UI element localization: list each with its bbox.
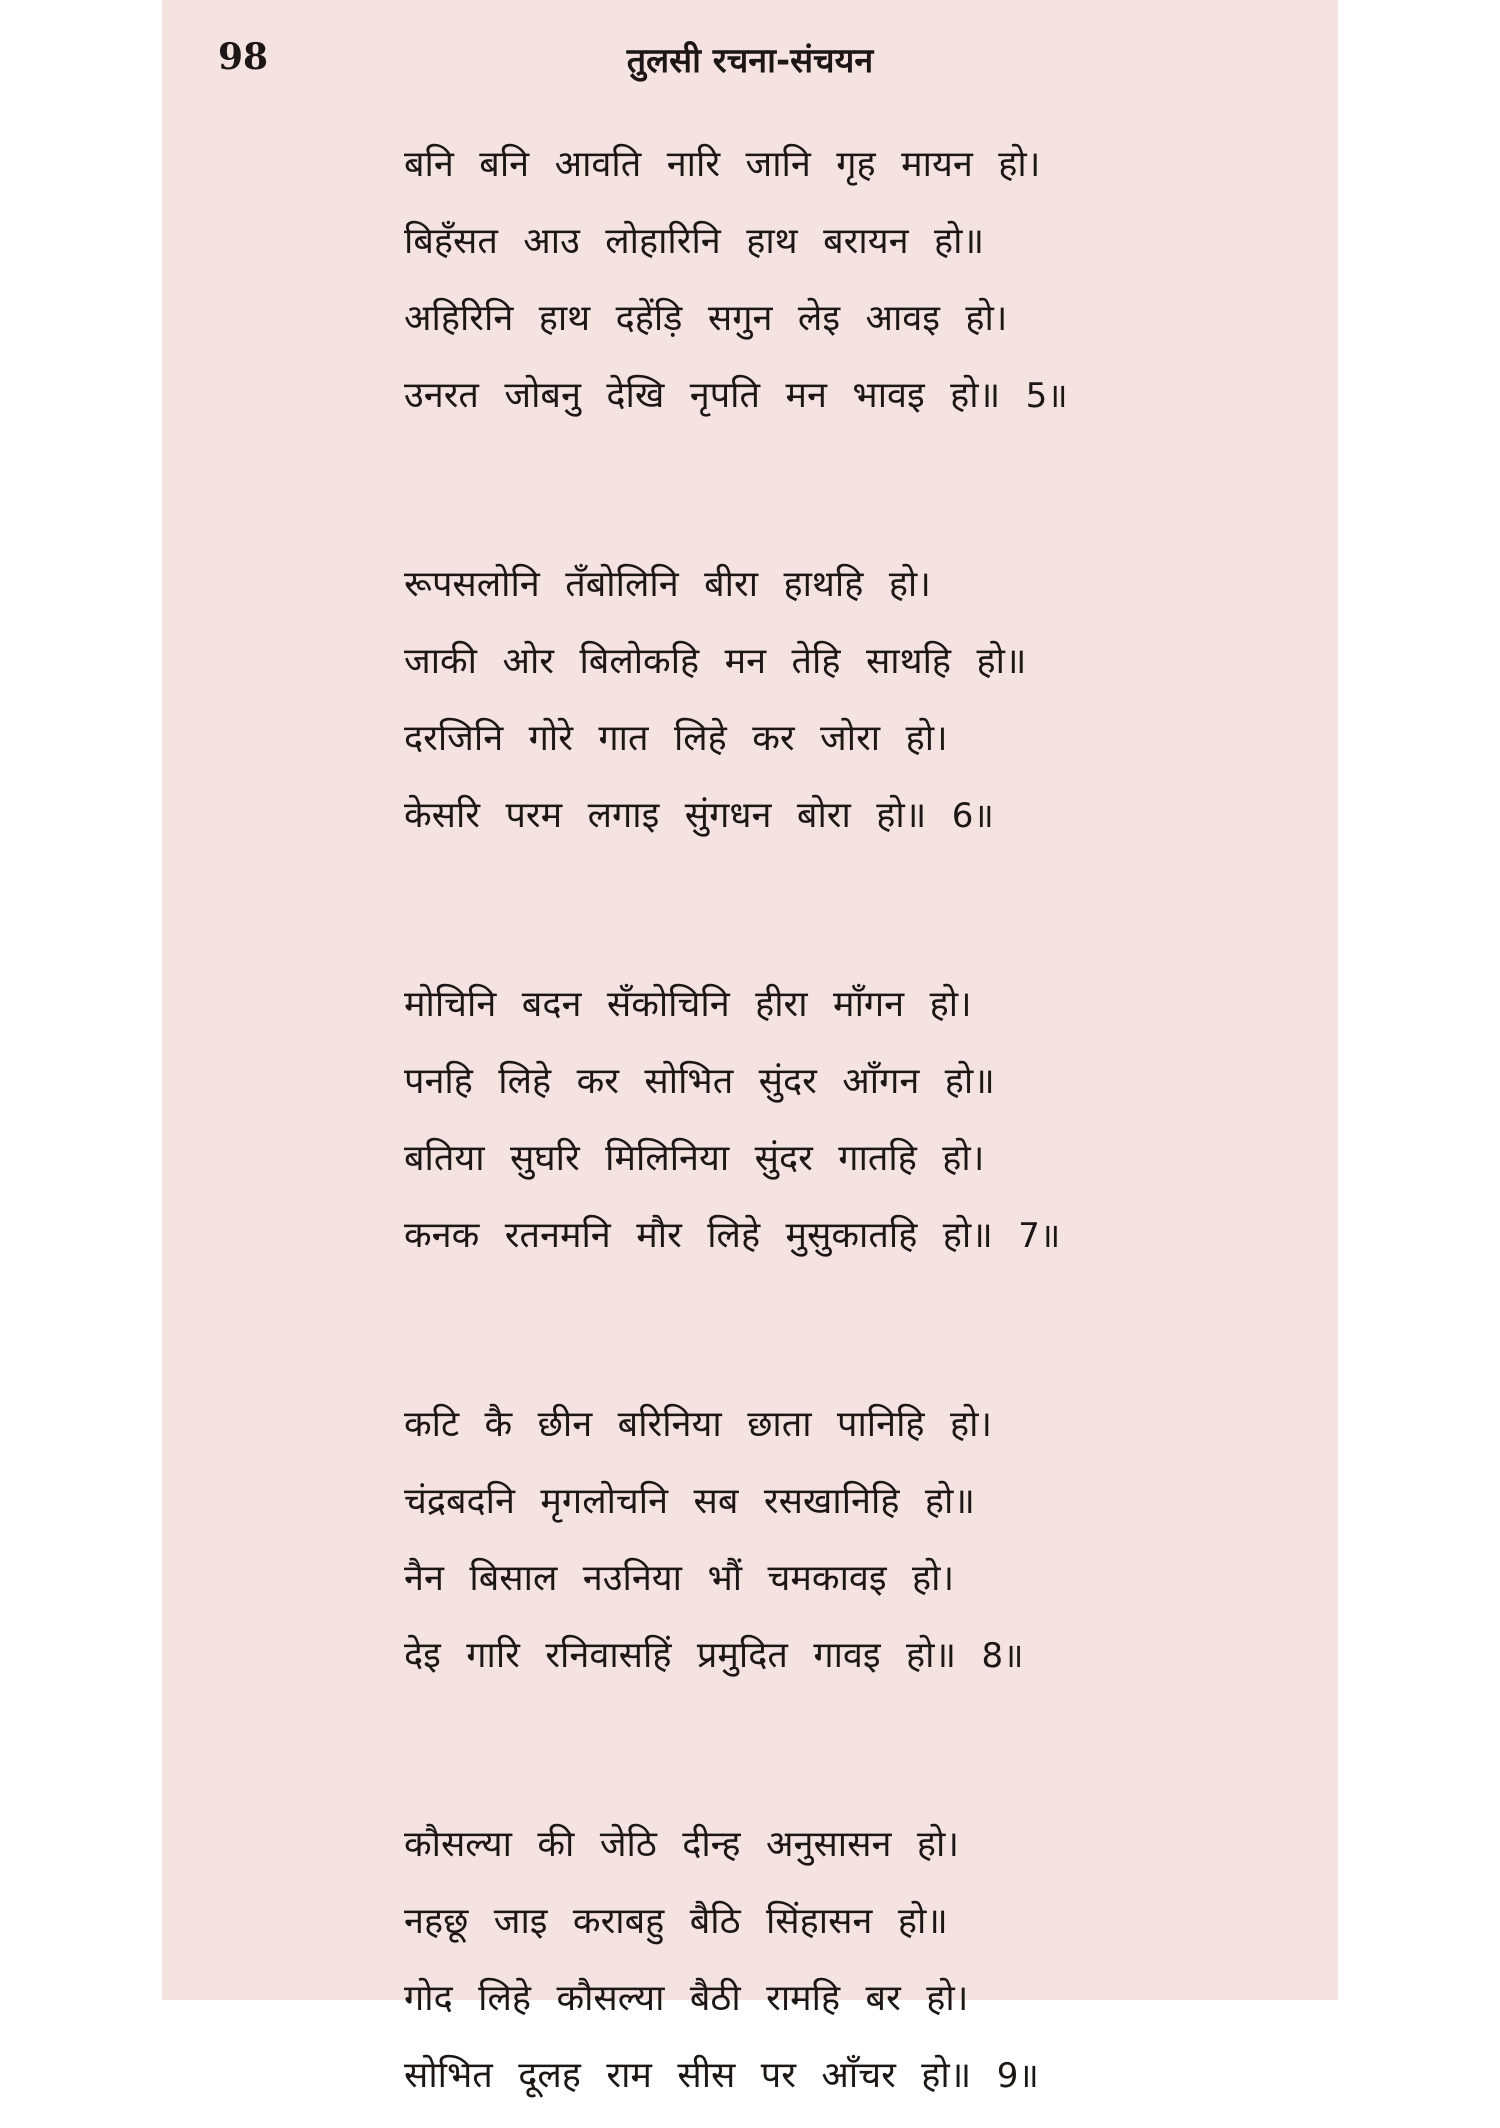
verse-text: दरजिनि गोरे गात लिहे कर जोरा हो।: [404, 718, 948, 759]
verse-text: उनरत जोबनु देखि नृपति मन भावइ हो॥: [404, 375, 1001, 416]
verse-line: [404, 1477, 1224, 1554]
stanza-8: [404, 1400, 1224, 1708]
verse-text: कौसल्या की जेठि दीन्ह अनुसासन हो।: [404, 1824, 959, 1865]
verse-text: अहिरिनि हाथ दहेंड़ि सगुन लेइ आवइ हो।: [404, 298, 1008, 339]
verse-text: केसरि परम लगाइ सुंगधन बोरा हो॥: [404, 795, 927, 836]
verse-line: [404, 294, 1224, 371]
verse-line: [404, 217, 1224, 294]
verse-line: [404, 1211, 1224, 1288]
verse-line: [404, 560, 1224, 637]
verse-line: [404, 1974, 1224, 2051]
verse-line: [404, 2051, 1224, 2128]
verse-text: कटि कै छीन बरिनिया छाता पानिहि हो।: [404, 1404, 993, 1445]
verse-text: बनि बनि आवति नारि जानि गृह मायन हो।: [404, 144, 1041, 185]
verse-number: 8॥: [981, 1636, 1024, 1676]
verse-line: [404, 140, 1224, 217]
verse-text: कनक रतनमनि मौर लिहे मुसुकातहि हो॥: [404, 1215, 993, 1256]
verse-line: [404, 791, 1224, 868]
verse-line: [404, 371, 1224, 448]
verse-number: 7॥: [1018, 1216, 1061, 1256]
verse-text: मोचिनि बदन सँकोचिनि हीरा माँगन हो।: [404, 984, 972, 1025]
running-header: [162, 36, 1338, 96]
verse-text: रूपसलोनि तँबोलिनि बीरा हाथहि हो।: [404, 564, 931, 605]
page-number: 98: [218, 36, 269, 78]
verse-number: 6॥: [951, 796, 994, 836]
verse-line: [404, 714, 1224, 791]
verse-line: [404, 1057, 1224, 1134]
verse-text: नहछू जाइ कराबहु बैठि सिंहासन हो॥: [404, 1901, 948, 1942]
verse-line: [404, 1820, 1224, 1897]
verse-line: [404, 1400, 1224, 1477]
book-title: तुलसी रचना-संचयन: [626, 41, 874, 81]
book-page: [162, 0, 1338, 2096]
stanza-6: [404, 560, 1224, 868]
verse-text: बिहँसत आउ लोहारिनि हाथ बरायन हो॥: [404, 221, 985, 262]
stanza-7: [404, 980, 1224, 1288]
verse-number: 9॥: [996, 2056, 1039, 2096]
verse-line: [404, 1631, 1224, 1708]
verse-line: [404, 1554, 1224, 1631]
verse-line: [404, 637, 1224, 714]
poem-body: [404, 140, 1224, 2128]
outer-margin-right: [1338, 0, 1500, 2000]
verse-line: [404, 1134, 1224, 1211]
verse-text: देइ गारि रनिवासहिं प्रमुदित गावइ हो॥: [404, 1635, 957, 1676]
verse-text: पनहि लिहे कर सोभित सुंदर आँगन हो॥: [404, 1061, 995, 1102]
verse-text: गोद लिहे कौसल्या बैठी रामहि बर हो।: [404, 1978, 969, 2019]
stanza-9: [404, 1820, 1224, 2128]
verse-text: नैन बिसाल नउनिया भौं चमकावइ हो।: [404, 1558, 955, 1599]
verse-text: जाकी ओर बिलोकहि मन तेहि साथहि हो॥: [404, 641, 1027, 682]
stanza-5: [404, 140, 1224, 448]
verse-text: बतिया सुघरि मिलिनिया सुंदर गातहि हो।: [404, 1138, 985, 1179]
verse-line: [404, 1897, 1224, 1974]
verse-line: [404, 980, 1224, 1057]
verse-text: चंद्रबदनि मृगलोचनि सब रसखानिहि हो॥: [404, 1481, 975, 1522]
verse-number: 5॥: [1025, 376, 1068, 416]
outer-margin-left: [0, 0, 162, 2000]
verse-text: सोभित दूलह राम सीस पर आँचर हो॥: [404, 2055, 972, 2096]
